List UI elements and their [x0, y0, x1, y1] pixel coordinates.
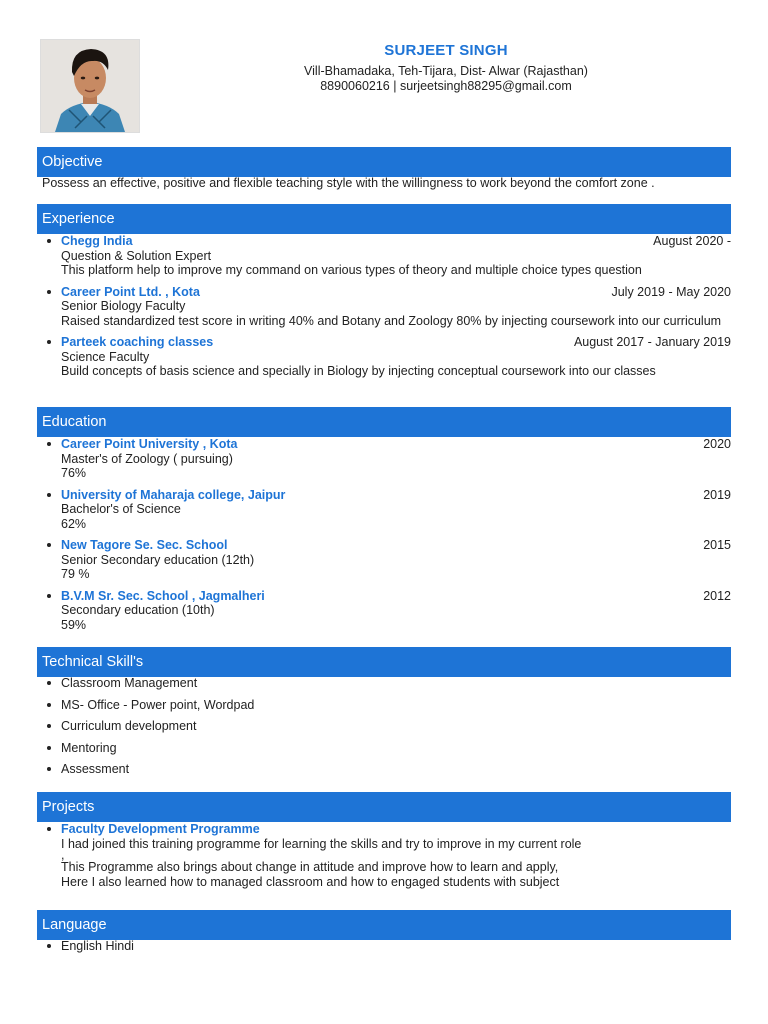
- candidate-name: SURJEET SINGH: [384, 42, 508, 59]
- experience-date: August 2017 - January 2019: [573, 335, 731, 349]
- skill-item: Mentoring: [37, 741, 731, 756]
- experience-item: [37, 234, 731, 278]
- education-list: [37, 437, 731, 632]
- education-item: [37, 437, 731, 481]
- skill-item: Curriculum development: [37, 719, 731, 734]
- experience-org: Career Point Ltd. , Kota: [61, 284, 200, 299]
- education-org: B.V.M Sr. Sec. School , Jagmalheri: [61, 588, 265, 603]
- education-year: 2015: [703, 538, 731, 552]
- project-item: [37, 822, 731, 889]
- skill-item: Classroom Management: [37, 676, 731, 691]
- project-desc-line: Here I also learned how to managed classroom and how to engaged students with subject: [61, 874, 560, 889]
- education-item: [37, 589, 731, 633]
- education-degree: Master's of Zoology ( pursuing): [61, 451, 233, 466]
- project-desc-line: I had joined this training programme for learning the skills and try to improve in my current role: [61, 836, 582, 851]
- section-header-skills: Technical Skill's: [37, 647, 731, 677]
- education-score: 76%: [61, 466, 87, 480]
- contact-line: 8890060216 | surjeetsingh88295@gmail.com: [320, 79, 572, 93]
- experience-role: Question & Solution Expert: [61, 248, 212, 263]
- experience-desc: Raised standardized test score in writing 40% and Botany and Zoology 80% by injecting coursework into our curriculum: [61, 313, 722, 328]
- experience-date: July 2019 - May 2020: [611, 284, 731, 299]
- resume-header: [160, 42, 732, 94]
- project-desc-line: This Programme also brings about change in attitude and improve how to learn and apply,: [61, 860, 559, 874]
- experience-role: Science Faculty: [61, 349, 150, 364]
- experience-date: August 2020 -: [653, 234, 731, 248]
- experience-org: Parteek coaching classes: [61, 335, 214, 349]
- education-org: New Tagore Se. Sec. School: [61, 538, 228, 552]
- experience-org: Chegg India: [61, 234, 133, 248]
- education-year: 2012: [703, 588, 731, 603]
- experience-desc: This platform help to improve my command on various types of theory and multiple choice types question: [61, 263, 642, 277]
- education-score: 79 %: [61, 567, 90, 581]
- experience-list: [37, 234, 731, 379]
- experience-role: Senior Biology Faculty: [61, 299, 186, 313]
- project-desc-line: ,: [61, 848, 65, 862]
- project-name: Faculty Development Programme: [61, 822, 260, 836]
- skills-list: [37, 676, 731, 777]
- education-score: 62%: [61, 516, 87, 531]
- education-item: [37, 538, 731, 582]
- section-header-projects: Projects: [37, 792, 731, 822]
- education-org: Career Point University , Kota: [61, 437, 238, 451]
- skill-item: Assessment: [37, 762, 731, 777]
- section-header-objective: Objective: [37, 147, 731, 177]
- education-degree: Senior Secondary education (12th): [61, 552, 255, 567]
- section-header-language: Language: [37, 910, 731, 940]
- section-header-education: Education: [37, 407, 731, 437]
- education-degree: Bachelor's of Science: [61, 502, 181, 516]
- profile-photo: [40, 39, 140, 133]
- education-degree: Secondary education (10th): [61, 603, 215, 617]
- experience-item: [37, 285, 731, 329]
- objective-text: Possess an effective, positive and flexible teaching style with the willingness to work beyond the comfort zone .: [42, 176, 655, 190]
- experience-item: [37, 335, 731, 379]
- education-item: [37, 488, 731, 532]
- education-year: 2020: [703, 437, 731, 451]
- language-list: [37, 939, 731, 954]
- education-score: 59%: [61, 617, 87, 632]
- education-org: University of Maharaja college, Jaipur: [61, 487, 286, 502]
- skill-item: MS- Office - Power point, Wordpad: [37, 698, 731, 713]
- address-line: Vill-Bhamadaka, Teh-Tijara, Dist- Alwar (Rajasthan): [304, 64, 588, 78]
- section-header-experience: Experience: [37, 204, 731, 234]
- language-item: English Hindi: [37, 939, 731, 954]
- education-year: 2019: [703, 487, 731, 502]
- projects-list: [37, 822, 731, 889]
- experience-desc: Build concepts of basis science and specially in Biology by injecting conceptual coursework into our classes: [61, 364, 656, 378]
